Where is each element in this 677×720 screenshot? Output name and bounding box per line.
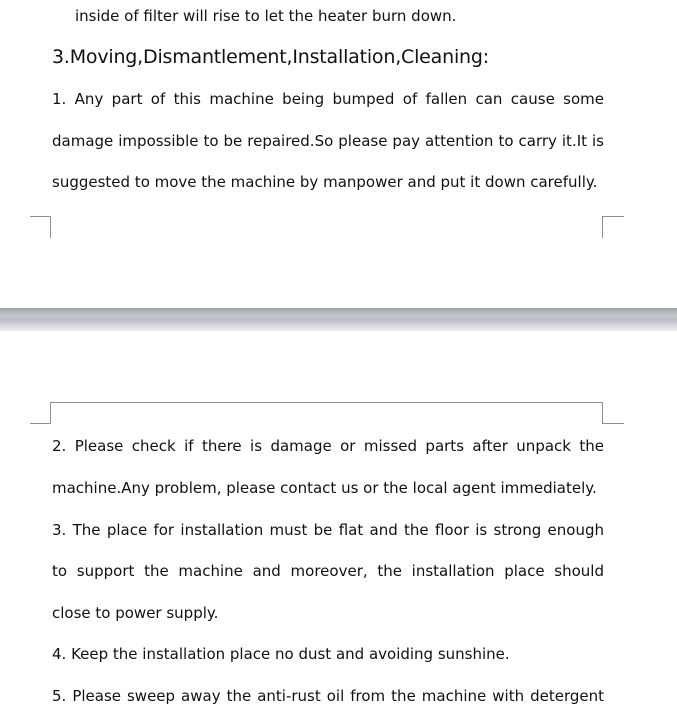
item-1-line-3: suggested to move the machine by manpower and put it down carefully. bbox=[52, 173, 598, 191]
item-5-line-1: 5. Please sweep away the anti-rust oil from the machine with detergent bbox=[52, 687, 604, 705]
item-1-line-2: damage impossible to be repaired.So please pay attention to carry it.It is bbox=[52, 132, 604, 150]
item-3-line-2: to support the machine and moreover, the installation place should bbox=[52, 562, 604, 580]
crop-mark-top-left bbox=[30, 402, 51, 424]
continued-text-line: inside of filter will rise to let the heater burn down. bbox=[75, 7, 457, 25]
item-1-line-1: 1. Any part of this machine being bumped of fallen can cause some bbox=[52, 90, 604, 108]
header-boundary-line bbox=[51, 402, 602, 403]
crop-mark-bottom-left bbox=[30, 216, 51, 238]
item-3-line-1: 3. The place for installation must be flat and the floor is strong enough bbox=[52, 521, 604, 539]
item-4-line-1: 4. Keep the installation place no dust and avoiding sunshine. bbox=[52, 645, 510, 663]
item-2-line-2: machine.Any problem, please contact us or the local agent immediately. bbox=[52, 479, 597, 497]
section-heading: 3.Moving,Dismantlement,Installation,Cleaning: bbox=[52, 46, 489, 68]
item-3-line-3: close to power supply. bbox=[52, 604, 219, 622]
page-break-gap bbox=[0, 308, 677, 331]
crop-mark-bottom-right bbox=[602, 216, 624, 238]
document-page-upper bbox=[0, 0, 677, 308]
item-2-line-1: 2. Please check if there is damage or missed parts after unpack the bbox=[52, 437, 604, 455]
crop-mark-top-right bbox=[602, 402, 624, 424]
